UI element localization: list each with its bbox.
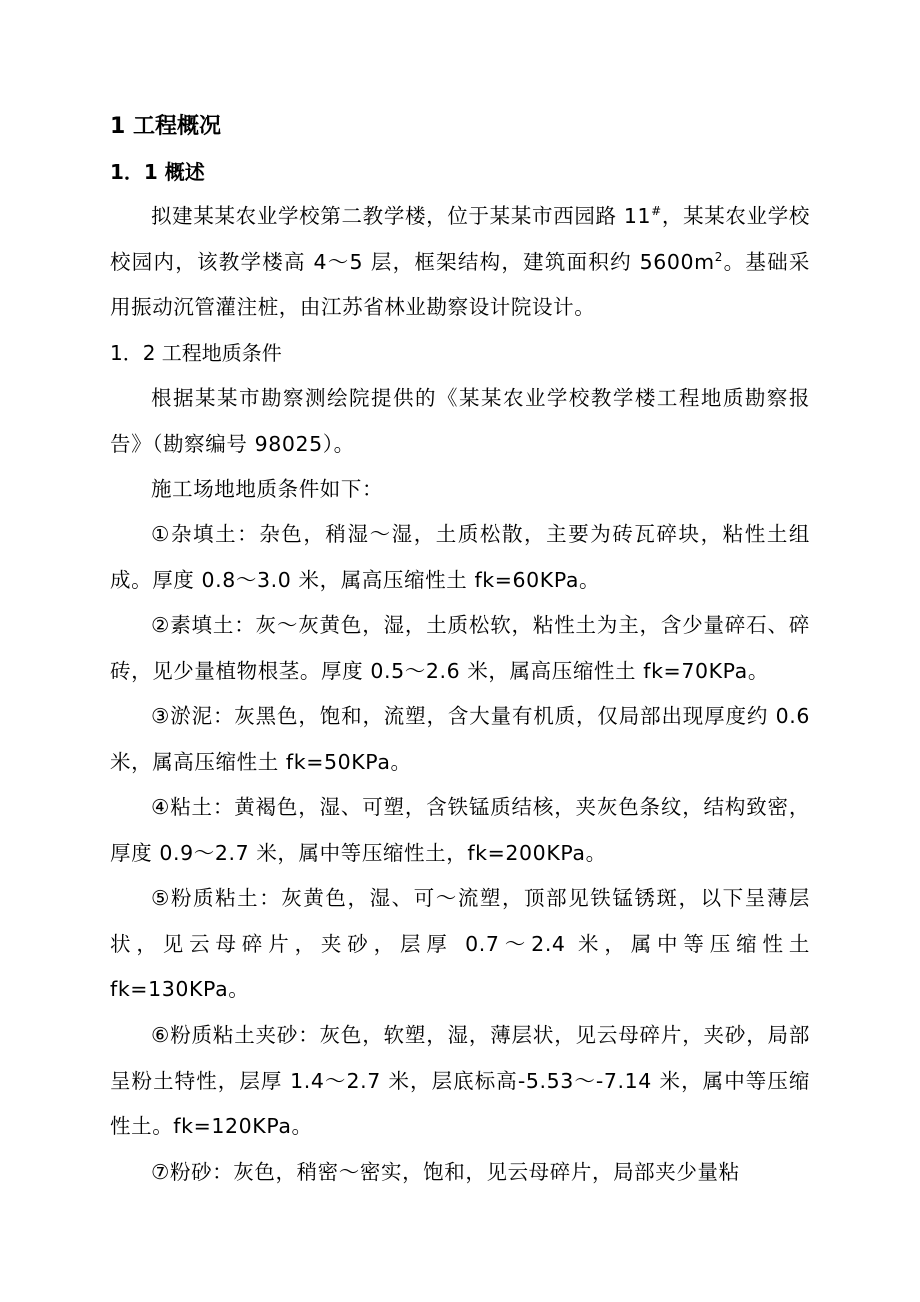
square-superscript: 2: [714, 249, 724, 264]
layer-2-plain-fill: ②素填土：灰～灰黄色，湿，土质松软，粘性土为主，含少量碎石、碎砖，见少量植物根茎。厚度 0.5～2.6 米，属高压缩性土 fk=70KPa。: [110, 613, 810, 683]
layer-1-miscellaneous-fill: ①杂填土：杂色，稍湿～湿，土质松散，主要为砖瓦碎块，粘性土组成。厚度 0.8～3.0 米，属高压缩性土 fk=60KPa。: [110, 522, 810, 592]
overview-paragraph: [110, 194, 810, 331]
overview-text-start: 拟建某某农业学校第二教学楼，位于某某市西园路 11: [151, 204, 652, 228]
number-sign-superscript: #: [651, 204, 662, 219]
layer-6-silty-clay-with-sand: ⑥粉质粘土夹砂：灰色，软塑，湿，薄层状，见云母碎片，夹砂，局部呈粉土特性，层厚 1.4～2.7 米，层底标高-5.53～-7.14 米，属中等压缩性土。fk=120KPa。: [110, 1023, 810, 1139]
layer-7-silty-sand: ⑦粉砂：灰色，稍密～密实，饱和，见云母碎片，局部夹少量粘: [151, 1160, 740, 1184]
conditions-intro: 施工场地地质条件如下：: [151, 477, 384, 501]
layer-3-silt: ③淤泥：灰黑色，饱和，流塑，含大量有机质，仅局部出现厚度约 0.6 米，属高压缩性土 fk=50KPa。: [110, 704, 810, 774]
overview-text-middle: ，某某农业学校校园内，该教学楼高 4～5 层，框架结构，建筑面积约 5600m: [110, 204, 811, 274]
section-heading-overview: 1．1 概述: [110, 160, 205, 184]
chapter-heading: 1 工程概况: [110, 114, 221, 139]
layer-4-clay: ④粘土：黄褐色，湿、可塑，含铁锰质结核，夹灰色条纹，结构致密，厚度 0.9～2.7 米，属中等压缩性土，fk=200KPa。: [110, 795, 810, 865]
report-paragraph: 根据某某市勘察测绘院提供的《某某农业学校教学楼工程地质勘察报告》（勘察编号 98025）。: [110, 386, 810, 456]
layer-5-silty-clay: ⑤粉质粘土：灰黄色，湿、可～流塑，顶部见铁锰锈斑，以下呈薄层状，见云母碎片，夹砂，层厚 0.7～2.4 米，属中等压缩性土 fk=130KPa。: [110, 886, 810, 1002]
overview-text-end: 。基础采用振动沉管灌注桩，由江苏省林业勘察设计院设计。: [110, 249, 810, 320]
section-heading-geology: 1．2 工程地质条件: [110, 341, 282, 365]
